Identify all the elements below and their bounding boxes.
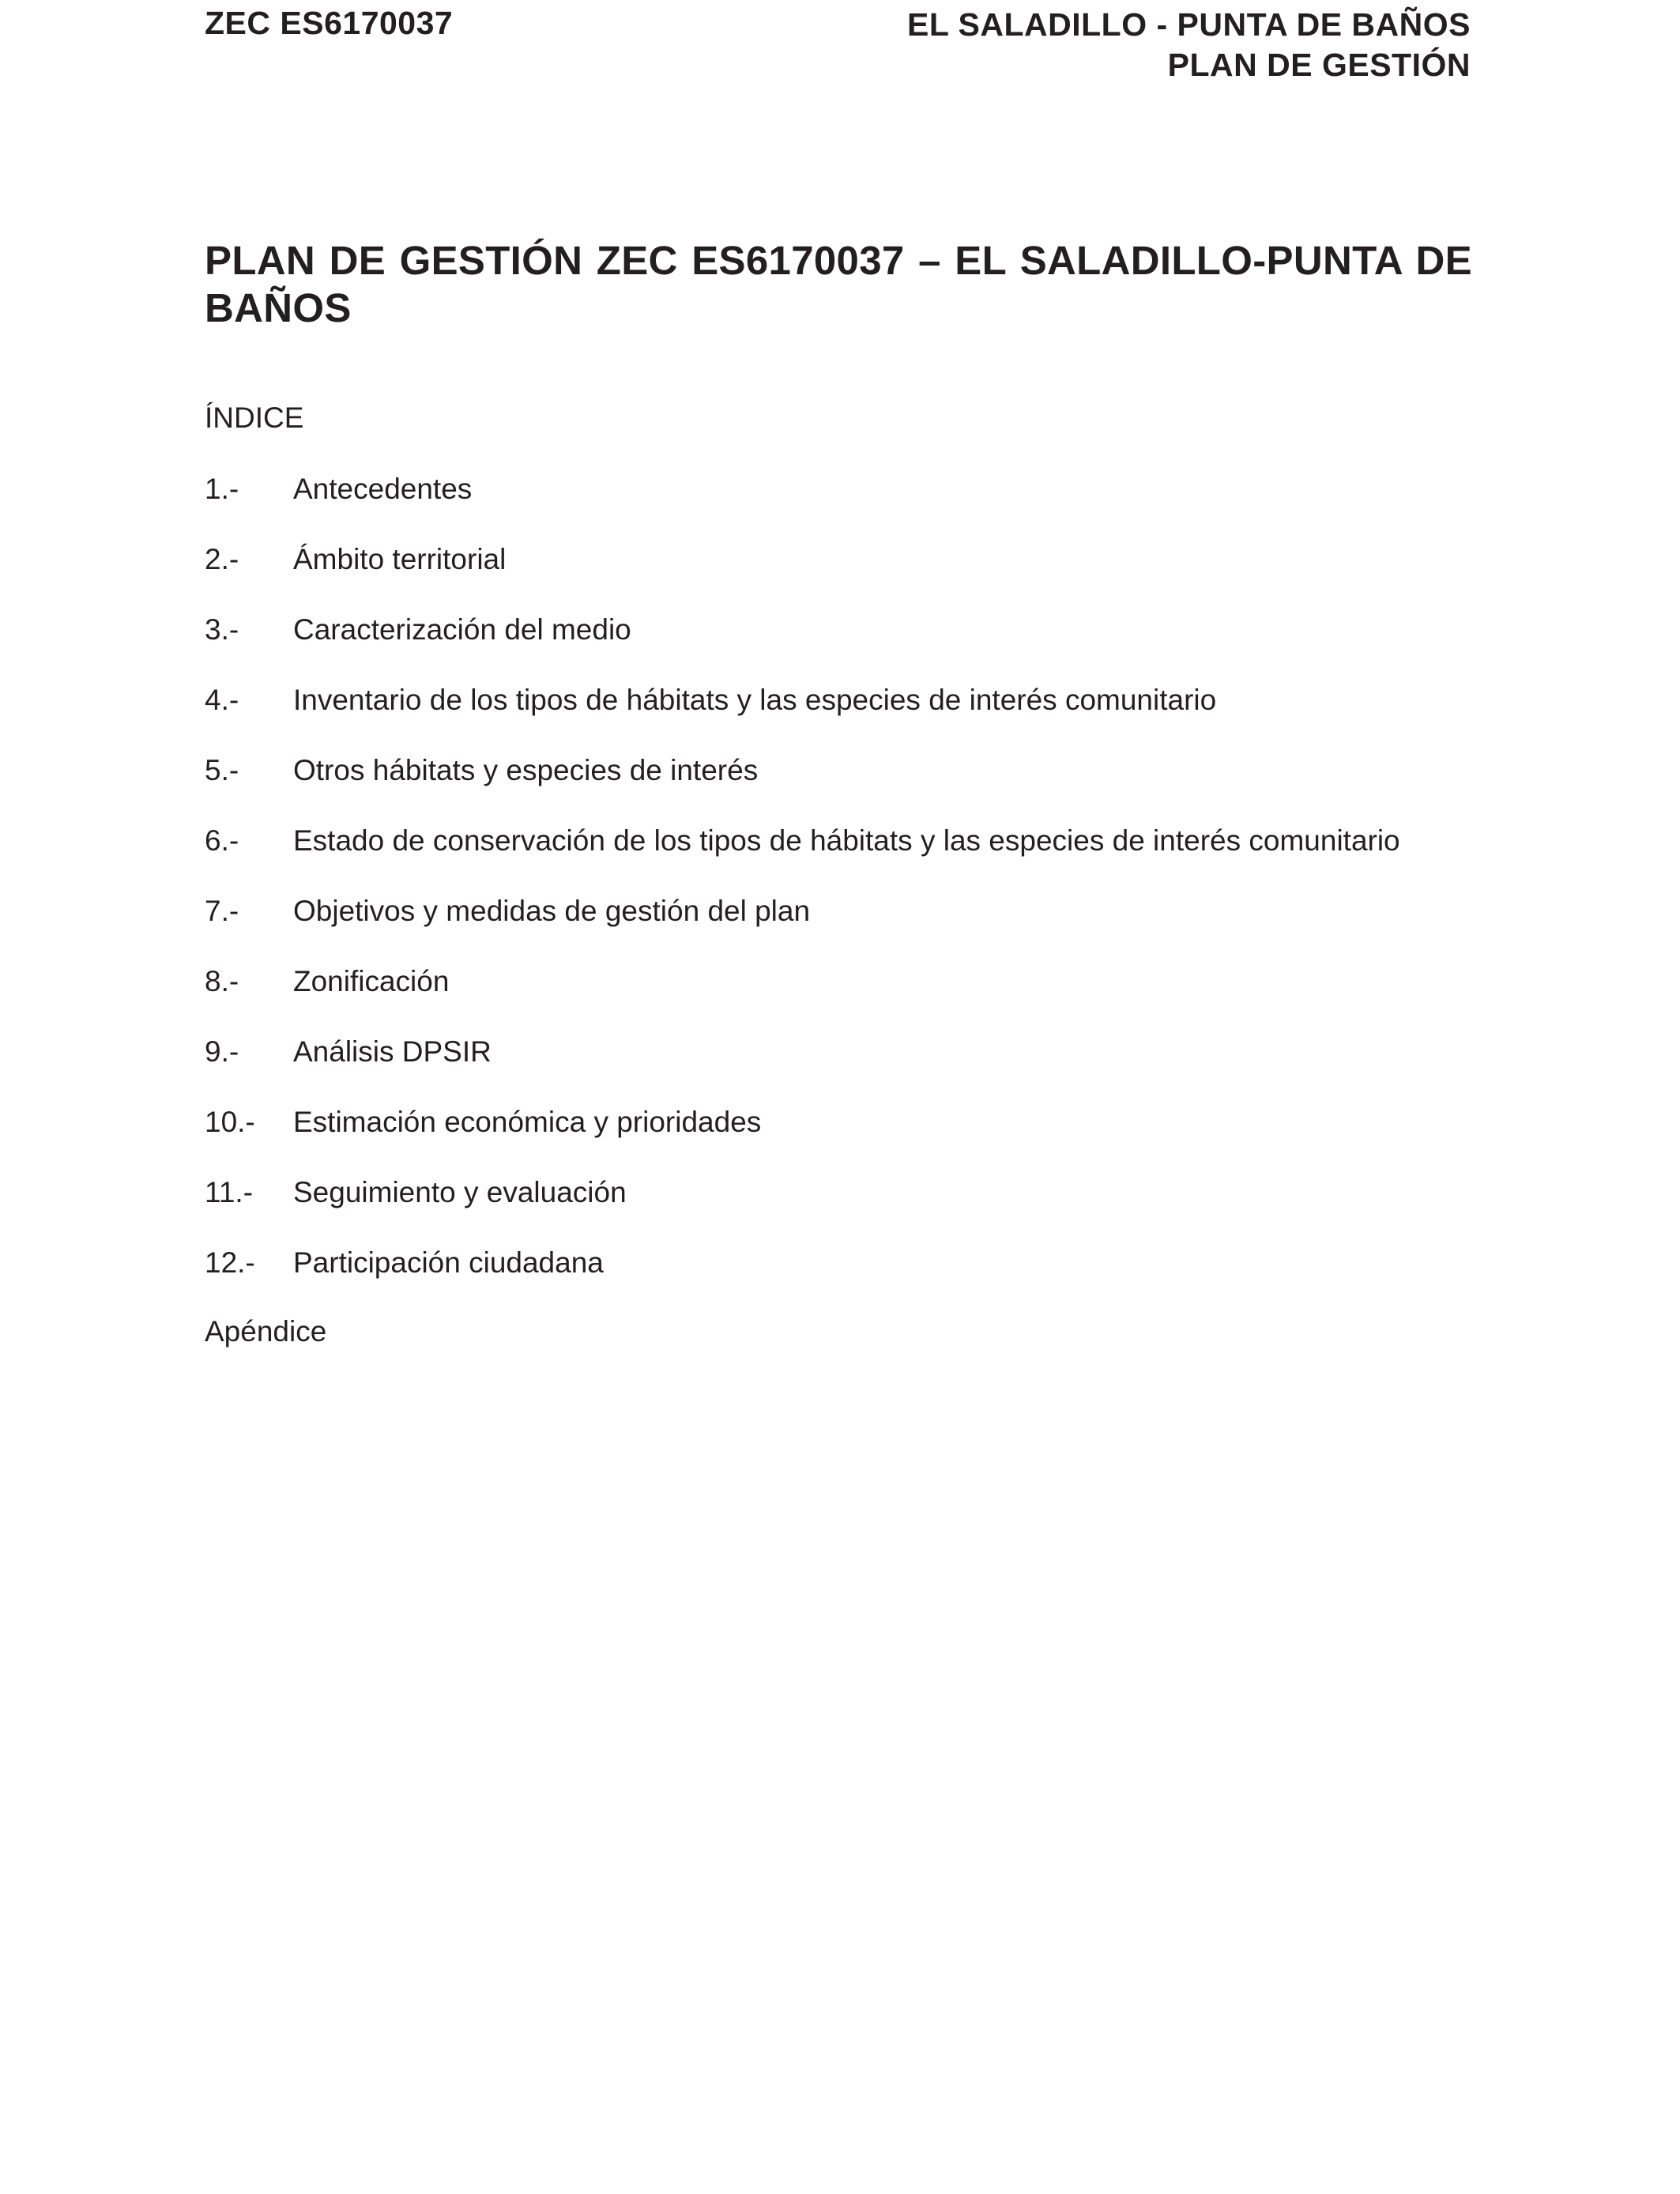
toc-item-label: Análisis DPSIR [293,1035,492,1068]
toc-item-label: Objetivos y medidas de gestión del plan [293,895,811,927]
toc-item[interactable] [205,1175,1400,1246]
header-zec-code: ZEC ES6170037 [205,5,454,41]
toc-item-label: Estimación económica y prioridades [293,1106,762,1138]
toc-item[interactable] [205,542,1400,613]
toc-item-number: 2.- [205,543,239,575]
toc-item-number: 3.- [205,613,239,646]
header-site-title: EL SALADILLO - PUNTA DE BAÑOS [906,6,1471,43]
toc-item-number: 9.- [205,1035,239,1068]
toc-item-label: Zonificación [293,965,450,997]
toc-item-label: Inventario de los tipos de hábitats y las especies de interés comunitario [293,684,1217,716]
toc-item-label: Otros hábitats y especies de interés [293,754,759,786]
toc-item[interactable] [205,894,1400,964]
toc-item[interactable] [205,1035,1400,1105]
toc-item[interactable] [205,824,1400,894]
toc-item[interactable] [205,613,1400,683]
toc-item[interactable] [205,1105,1400,1175]
toc-item-label: Caracterización del medio [293,613,631,646]
toc-item-label: Ámbito territorial [293,543,507,575]
header-site-name [907,5,1471,85]
toc-item[interactable] [205,964,1400,1035]
toc-appendix[interactable]: Apéndice [205,1315,327,1348]
toc-item-number: 7.- [205,895,239,927]
toc-item-number: 4.- [205,684,239,716]
toc-item-number: 8.- [205,965,239,997]
document-title: PLAN DE GESTIÓN ZEC ES6170037 – EL SALADILLO-PUNTA DE BAÑOS [205,238,1472,330]
toc-item[interactable] [205,753,1400,824]
table-of-contents [205,472,1400,1316]
toc-item-number: 5.- [205,754,239,786]
toc-item[interactable] [205,683,1400,753]
toc-item-label: Antecedentes [293,473,473,505]
header-plan-label: PLAN DE GESTIÓN [1167,47,1471,83]
toc-item-number: 10.- [205,1106,255,1138]
toc-item-number: 11.- [205,1176,254,1208]
toc-item[interactable] [205,1246,1400,1316]
toc-item-number: 1.- [205,473,239,505]
toc-item-label: Participación ciudadana [293,1246,604,1279]
toc-item-label: Estado de conservación de los tipos de hábitats y las especies de interés comunitario [293,824,1400,857]
toc-item-number: 12.- [205,1246,255,1279]
toc-item[interactable] [205,472,1400,542]
index-heading: ÍNDICE [205,401,304,434]
toc-item-label: Seguimiento y evaluación [293,1176,627,1208]
toc-item-number: 6.- [205,824,239,857]
